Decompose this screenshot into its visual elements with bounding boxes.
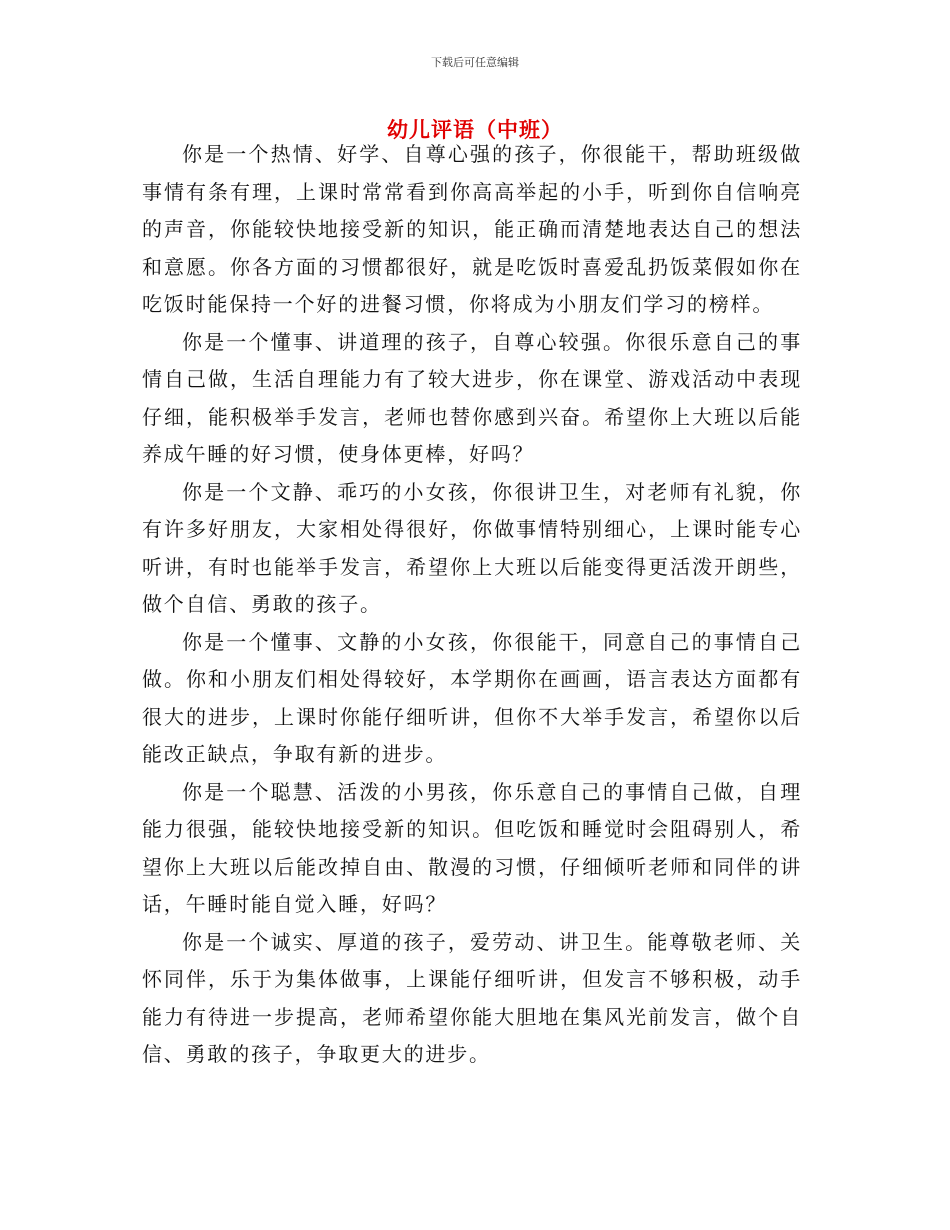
paragraph-5: 你是一个聪慧、活泼的小男孩，你乐意自己的事情自己做，自理能力很强，能较快地接受新的知识。但吃饭和睡觉时会阻碍别人，希望你上大班以后能改掉自由、散漫的习惯，仔细倾听老师和同伴的讲话，午睡时能自觉入睡，好吗？ [142, 779, 802, 916]
paragraph-4: 你是一个懂事、文静的小女孩，你很能干，同意自己的事情自己做。你和小朋友们相处得较好，本学期你在画画，语言表达方面都有很大的进步，上课时你能仔细听讲，但你不大举手发言，希望你以后能改正缺点，争取有新的进步。 [142, 629, 802, 766]
document-body [142, 136, 802, 1074]
paragraph-6: 你是一个诚实、厚道的孩子，爱劳动、讲卫生。能尊敬老师、关怀同伴，乐于为集体做事，上课能仔细听讲，但发言不够积极，动手能力有待进一步提高，老师希望你能大胆地在集风光前发言，做个自信、勇敢的孩子，争取更大的进步。 [142, 929, 802, 1066]
paragraph-2: 你是一个懂事、讲道理的孩子，自尊心较强。你很乐意自己的事情自己做，生活自理能力有了较大进步，你在课堂、游戏活动中表现仔细，能积极举手发言，老师也替你感到兴奋。希望你上大班以后能养成午睡的好习惯，使身体更棒，好吗？ [142, 329, 802, 466]
paragraph-3: 你是一个文静、乖巧的小女孩，你很讲卫生，对老师有礼貌，你有许多好朋友，大家相处得很好，你做事情特别细心，上课时能专心听讲，有时也能举手发言，希望你上大班以后能变得更活泼开朗些，做个自信、勇敢的孩子。 [142, 479, 802, 616]
paragraph-1: 你是一个热情、好学、自尊心强的孩子，你很能干，帮助班级做事情有条有理，上课时常常看到你高高举起的小手，听到你自信响亮的声音，你能较快地接受新的知识，能正确而清楚地表达自己的想法和意愿。你各方面的习惯都很好，就是吃饭时喜爱乱扔饭菜假如你在吃饭时能保持一个好的进餐习惯，你将成为小朋友们学习的榜样。 [142, 142, 802, 316]
header-note: 下载后可任意编辑 [431, 56, 519, 69]
document-title: 幼儿评语（中班） [387, 117, 563, 142]
